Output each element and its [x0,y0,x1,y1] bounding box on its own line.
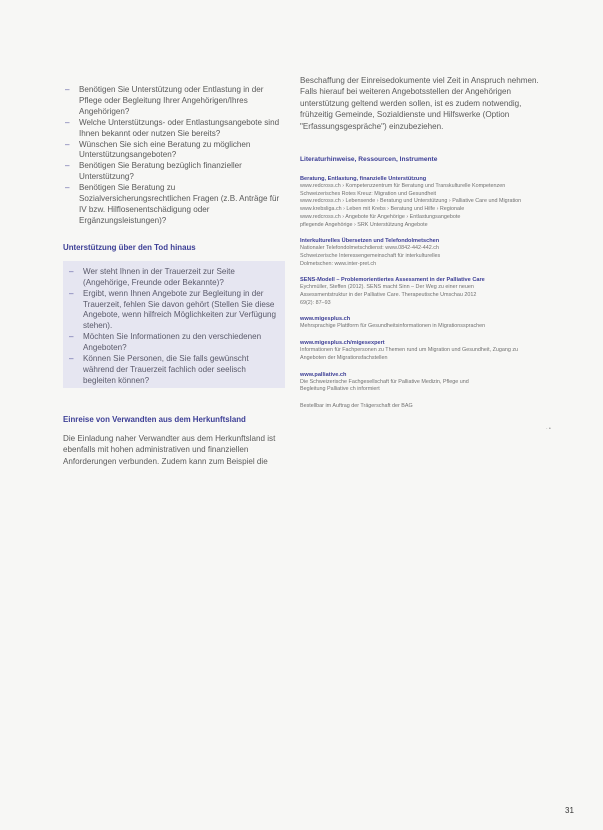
intro-paragraph: Beschaffung der Einreisedokumente viel Zeit in Anspruch nehmen. Falls hierauf bei weiteren Angebotsstellen der Angehörigen unterstützung geltend werden sollen, ist es zudem notwendig, frühzeitig Gemeinde, Sozialdienste und Hilfswerke (Option "Erfassungsgespräche") einzubeziehen. [300,76,539,131]
resource-block [300,238,540,268]
resource-title: Beratung, Entlastung, finanzielle Unterstützung [300,176,427,183]
list-item: – Benötigen Sie Beratung bezüglich finanzieller Unterstützung? [63,161,285,183]
list-item: – Ergibt, wenn Ihnen Angebote zur Begleitung in der Trauerzeit, fehlen Sie davon gehört (Stellen Sie diese Angebote, wenn hilfreich Möglichkeiten zur Verfügung stehen). [67,289,279,333]
left-column [63,85,285,467]
heading-support-after-death: Unterstützung über den Tod hinaus [63,242,196,252]
resource-line: www.redcross.ch › Kompetenzzentrum für Beratung und Transkulturelle Kompetenzen [300,183,506,190]
grief-questions-list [67,267,279,387]
resource-line: www.redcross.ch › Angebote für Angehörige › Entlastungsangebote [300,213,461,220]
resource-block [300,372,540,394]
resource-title[interactable]: www.palliative.ch [300,371,347,378]
resource-block [300,340,540,362]
resource-line: 69(2): 87–93 [300,299,331,306]
resource-title[interactable]: www.migesplus.ch [300,316,351,323]
resource-line: Schweizerische Interessengemeinschaft für interkulturelles [300,252,441,259]
resource-line: Schweizerisches Rotes Kreuz: Migration und Gesundheit [300,190,437,197]
list-item: – Welche Unterstützungs- oder Entlastungsangebote sind Ihnen bekannt oder nutzen Sie bereits? [63,118,285,140]
list-item: – Können Sie Personen, die Sie falls gewünscht während der Trauerzeit fachlich oder seelisch begleiten können? [67,354,279,387]
resource-line: www.krebsliga.ch › Leben mit Krebs › Beratung und Hilfe › Regionale [300,206,465,213]
resource-title[interactable]: www.migesplus.ch/migesexpert [300,340,385,347]
list-item: – Möchten Sie Informationen zu den verschiedenen Angeboten? [67,332,279,354]
resource-line: Nationaler Telefondolmetschdienst: www.0842-442-442.ch [300,245,439,252]
resource-title: Interkulturelles Übersetzen und Telefondolmetschen [300,238,440,245]
right-column [300,75,540,411]
resource-line: Dolmetschen: www.inter-pret.ch [300,260,377,267]
resource-line: Begleitung Palliative ch informiert [300,386,380,393]
scan-mark: · • [546,426,551,432]
list-item: – Wer steht Ihnen in der Trauerzeit zur Seite (Angehörige, Freunde oder Bekannte)? [67,267,279,289]
care-questions-list [63,85,285,227]
list-item: – Benötigen Sie Beratung zu Sozialversicherungsrechtlichen Fragen (z.B. Anträge für IV bzw. Hilflosenentschädigung oder Ergänzungsleistungen)? [63,183,285,227]
resource-block [300,176,540,229]
resource-line: Eychmüller, Steffen (2012). SENS macht Sinn – Der Weg zu einer neuen [300,284,474,291]
resource-line: Mehrsprachige Plattform für Gesundheitsinformationen in Migrationssprachen [300,323,486,330]
list-item: – Benötigen Sie Unterstützung oder Entlastung in der Pflege oder Begleitung Ihrer Angehörigen/Ihres Angehörigen? [63,85,285,118]
resource-blocks [300,176,540,394]
resource-line: Die Schweizerische Fachgesellschaft für Palliative Medizin, Pflege und [300,378,469,385]
resource-block [300,277,540,307]
page-number: 31 [565,806,574,815]
resource-line: Informationen für Fachpersonen zu Themen rund um Migration und Gesundheit, Zugang zu Angeboten der Migrationsfachstellen [300,347,519,361]
literature-heading: Literaturhinweise, Ressourcen, Instrumente [300,156,438,164]
grief-support-box [63,261,285,388]
resource-title: SENS-Modell – Problemorientiertes Assessment in der Palliative Care [300,277,485,284]
list-item: – Wünschen Sie sich eine Beratung zu möglichen Unterstützungsangeboten? [63,140,285,162]
resource-line: www.redcross.ch › Lebensende › Beratung und Unterstützung › Palliative Care und Migration [300,198,522,205]
resource-line: pflegende Angehörige › SRK Unterstützung Angebote [300,221,428,228]
footer-note: Bestellbar im Auftrag der Trägerschaft der BAG [300,402,413,409]
relatives-entry-text: Die Einladung naher Verwandter aus dem Herkunftsland ist ebenfalls mit hohen administrativen und finanziellen Anforderungen verbunden. Zudem kann zum Beispiel die [63,433,276,466]
resource-line: Assessmentstruktur in der Palliative Care. Therapeutische Umschau 2012 [300,292,477,299]
heading-relatives-entry: Einreise von Verwandten aus dem Herkunftsland [63,414,246,424]
resource-block [300,316,540,331]
